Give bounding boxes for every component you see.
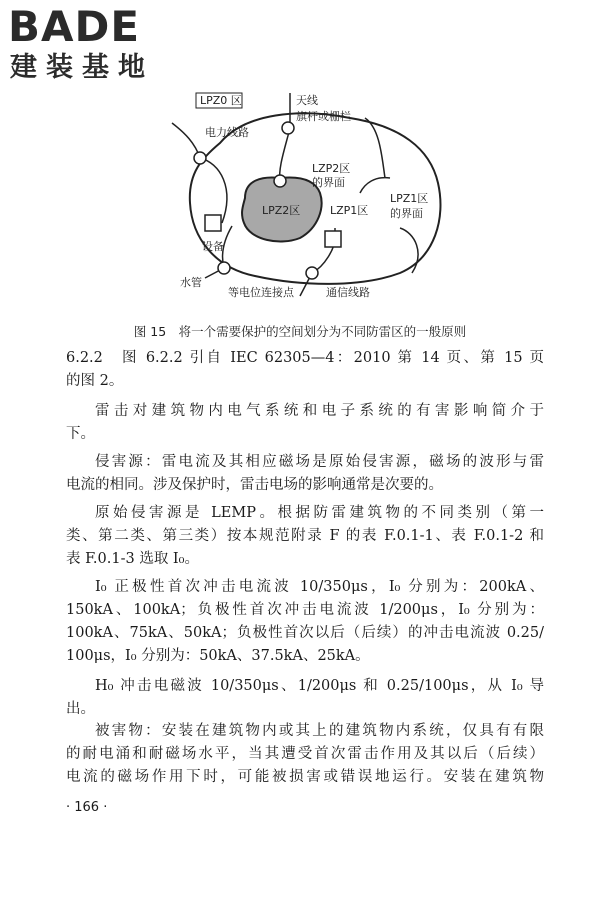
lpz-diagram-svg xyxy=(150,88,470,308)
text-line: 表 F.0.1-3 选取 I₀。 xyxy=(66,551,199,567)
text-line: 类、第二类、第三类）按本规范附录 F 的表 F.0.1-1、表 F.0.1-2 和 xyxy=(66,528,544,544)
text-line: 雷击对建筑物内电气系统和电子系统的有害影响简介于 xyxy=(95,403,544,419)
text-line: 电流的磁场作用下时，可能被损害或错误地运行。安装在建筑物 xyxy=(66,769,544,785)
text-line: I₀ 正极性首次冲击电流波 10/350μs，I₀ 分别为：200kA、 xyxy=(95,579,544,595)
text-line: 6.2.2 图 6.2.2 引自 IEC 62305—4：2010 第 14 页、第 15 页 xyxy=(66,350,544,366)
text-line: 出。 xyxy=(66,701,95,717)
text-line: 被害物：安装在建筑物内或其上的建筑物内系统，仅具有有限 xyxy=(95,723,544,739)
label-lpz2-boundary-b: 的界面 xyxy=(312,176,345,189)
label-water-pipe: 水管 xyxy=(180,276,202,289)
paragraph-2 xyxy=(66,400,544,446)
paragraph-5 xyxy=(66,576,544,668)
bonding-point-5 xyxy=(306,267,318,279)
bonding-point-3 xyxy=(274,175,286,187)
label-lpz1: LZP1区 xyxy=(330,204,369,217)
equipment-box-left xyxy=(205,215,221,231)
label-lpz2: LPZ2区 xyxy=(262,204,301,217)
paragraph-3 xyxy=(66,451,544,497)
text-line: H₀ 冲击电磁波 10/350μs、1/200μs 和 0.25/100μs，从 I₀ 导 xyxy=(95,678,544,694)
label-lpz1-boundary-a: LPZ1区 xyxy=(390,192,429,205)
text-line: 原始侵害源是 LEMP。根据防雷建筑物的不同类别（第一 xyxy=(95,505,544,521)
text-line: 150kA、100kA；负极性首次冲击电流波 1/200μs，I₀ 分别为： xyxy=(66,602,544,618)
page-number: · 166 · xyxy=(66,800,108,815)
paragraph-4 xyxy=(66,502,544,571)
lpz-diagram xyxy=(150,88,470,308)
label-power-line: 电力线路 xyxy=(205,126,249,139)
paragraph-6 xyxy=(66,675,544,721)
label-lpz2-boundary-a: LZP2区 xyxy=(312,162,351,175)
label-lpz0: LPZ0 区 xyxy=(200,94,242,107)
label-comm-line: 通信线路 xyxy=(326,286,370,299)
text-line: 100μs，I₀ 分别为：50kA、37.5kA、25kA。 xyxy=(66,648,370,664)
text-line: 下。 xyxy=(66,426,95,442)
label-flagpole: 旗杆或栅栏 xyxy=(296,110,351,123)
label-bonding-point: 等电位连接点 xyxy=(228,286,294,299)
logo-tagline: 建装基地 xyxy=(10,52,154,83)
label-lpz1-boundary-b: 的界面 xyxy=(390,207,423,220)
paragraph-1 xyxy=(66,347,544,393)
label-antenna: 天线 xyxy=(296,94,318,107)
text-line: 电流的相同。涉及保护时，雷击电场的影响通常是次要的。 xyxy=(66,477,443,493)
text-line: 的耐电涌和耐磁场水平，当其遭受首次雷击作用及其以后（后续） xyxy=(66,746,544,762)
text-line: 的图 2。 xyxy=(66,373,124,389)
equipment-box-right xyxy=(325,231,341,247)
paragraph-7 xyxy=(66,720,544,789)
bonding-point-4 xyxy=(218,262,230,274)
label-equipment: 设备 xyxy=(202,240,224,253)
text-line: 侵害源：雷电流及其相应磁场是原始侵害源，磁场的波形与雷 xyxy=(95,454,544,470)
text-line: 100kA、75kA、50kA；负极性首次以后（后续）的冲击电流波 0.25/ xyxy=(66,625,544,641)
logo-brand: BADE xyxy=(8,2,141,51)
bonding-point-2 xyxy=(282,122,294,134)
figure-caption: 图 15 将一个需要保护的空间划分为不同防雷区的一般原则 xyxy=(133,324,467,339)
bonding-point-1 xyxy=(194,152,206,164)
logo xyxy=(8,4,178,90)
